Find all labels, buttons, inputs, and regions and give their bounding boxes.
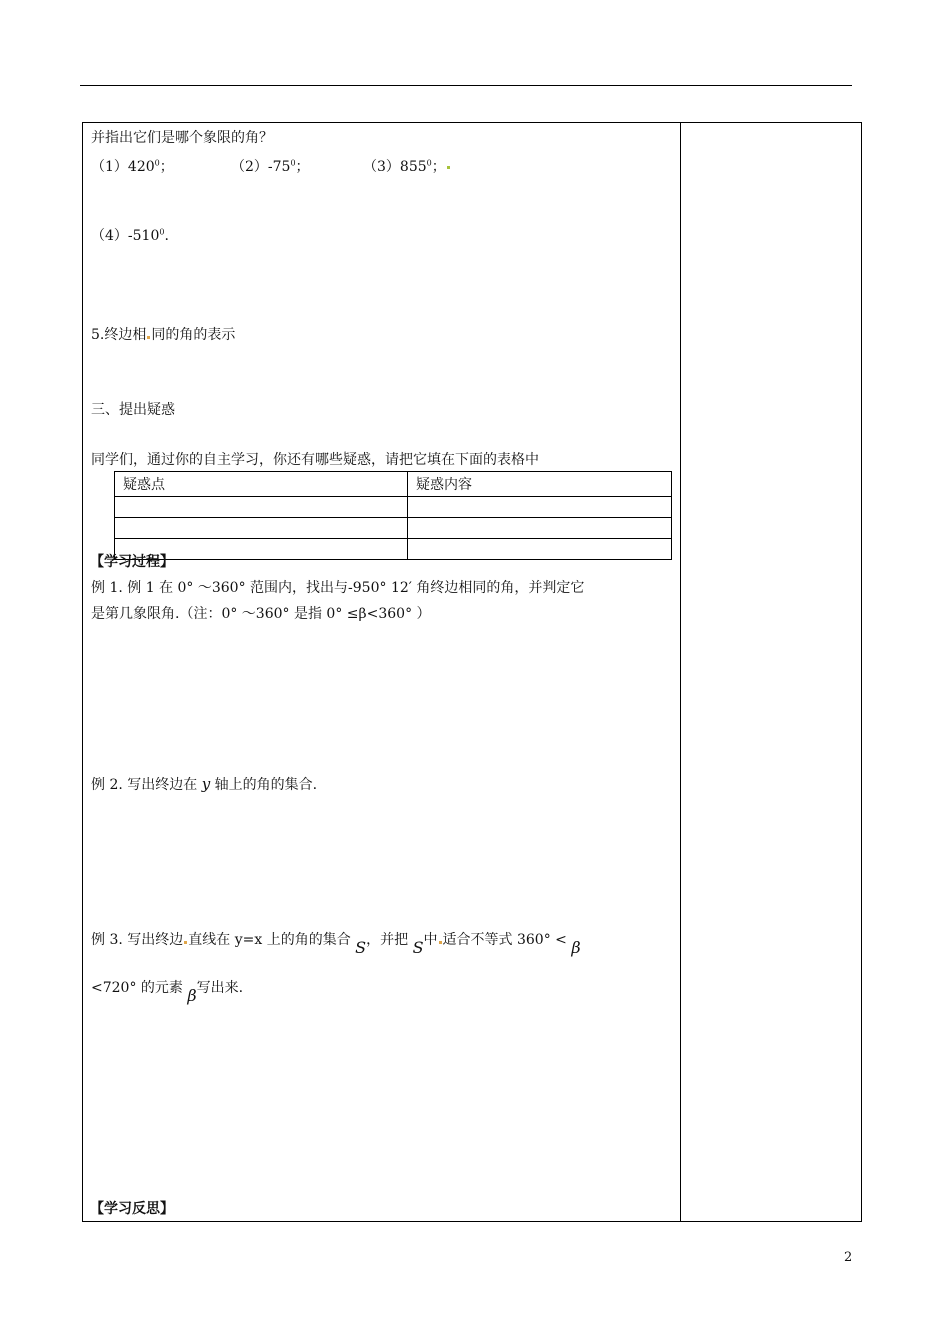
example-1-line-2: 是第几象限角.（注：0° ～360° 是指 0° ≤β<360° ）: [91, 606, 431, 622]
var-y: y: [201, 775, 211, 793]
exercise-2: $(2)-75^0$；: [231, 158, 310, 175]
doubt-header-point: 疑惑点: [115, 472, 408, 497]
table-row: [115, 497, 672, 518]
example-3-line-1: 例 3. 写出终边 直线在 y=x 上的角的集合 S，并把 S中 适合不等式 360° < β: [91, 932, 581, 957]
beta-symbol: β: [187, 986, 197, 1005]
example-3-line-2: <720° 的元素 β写出来.: [91, 980, 244, 1005]
section-5-heading: 5.终边相 同的角的表示: [91, 327, 236, 343]
set-s-symbol: S: [355, 938, 367, 957]
header-rule: [80, 85, 852, 86]
doubt-cell[interactable]: [115, 518, 408, 539]
doubt-cell[interactable]: [408, 497, 672, 518]
doubt-prompt: 同学们，通过你的自主学习，你还有哪些疑惑，请把它填在下面的表格中: [91, 452, 539, 468]
notes-column-divider: [680, 122, 681, 1222]
intro-line: 并指出它们是哪个象限的角？: [91, 130, 273, 146]
exercise-3: $(3)855^0$；: [363, 157, 451, 177]
doubt-table: [114, 471, 672, 560]
exercise-4: $(4)-510^0$.: [91, 227, 169, 244]
set-s-symbol: S: [412, 938, 424, 957]
example-2: 例 2. 写出终边在 y 轴上的角的集合.: [91, 775, 318, 793]
doubt-cell[interactable]: [408, 539, 672, 560]
beta-symbol: β: [571, 938, 581, 957]
section-3-heading: 三、提出疑惑: [91, 402, 175, 418]
doubt-cell[interactable]: [115, 497, 408, 518]
worksheet-frame: [82, 122, 862, 1222]
exercise-1: $(1)420^0$；: [91, 158, 174, 175]
reflection-heading: 【学习反思】: [90, 1201, 174, 1217]
doubt-table-header-row: [115, 472, 672, 497]
table-row: [115, 518, 672, 539]
doubt-header-content: 疑惑内容: [408, 472, 672, 497]
example-1-line-1: 例 1. 例 1 在 0° ～360° 范围内，找出与-950° 12′ 角终边相同的角，并判定它: [91, 580, 585, 596]
process-heading: 【学习过程】: [90, 554, 174, 570]
page-number: 2: [844, 1250, 853, 1265]
doubt-cell[interactable]: [408, 518, 672, 539]
table-row: [115, 539, 672, 560]
